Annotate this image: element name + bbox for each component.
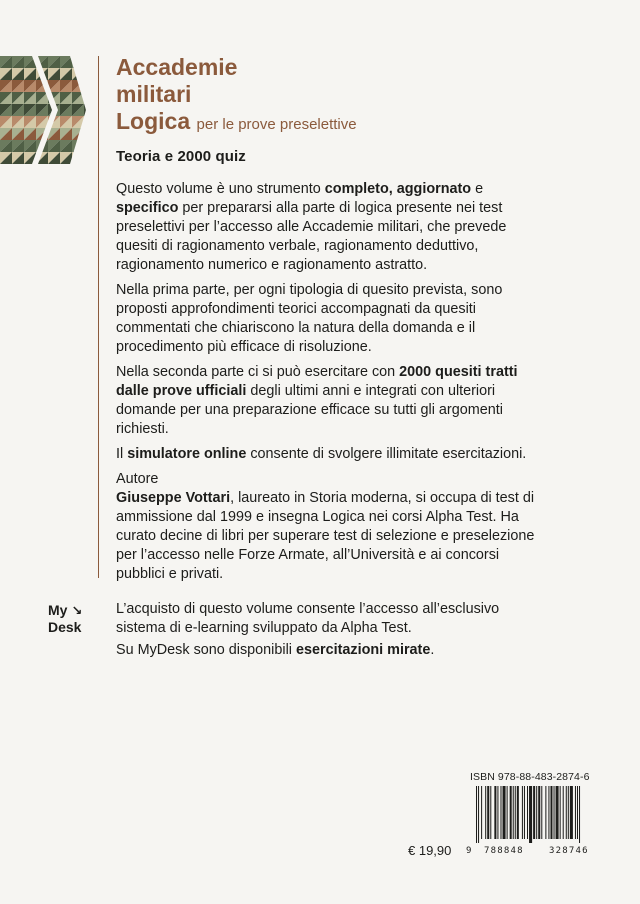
mydesk-text-1: L’acquisto di questo volume consente l’accesso all’esclusivo sistema di e-learning sviluppato da Alpha Test. (116, 601, 500, 636)
accent-divider-line (98, 56, 99, 578)
p3-text-c: degli ultimi anni e integrati con ulteriori domande per una preparazione efficace su tutti gli argomenti richiesti. (116, 383, 503, 437)
barcode-bar (548, 786, 549, 839)
barcode-bar (487, 786, 489, 839)
description-paragraph-4 (116, 445, 536, 464)
barcode-bar (517, 786, 519, 839)
description-paragraph-3 (116, 363, 536, 439)
barcode-bar (485, 786, 486, 839)
barcode-bar (497, 786, 498, 839)
author-name: Giuseppe Vottari (116, 490, 231, 506)
barcode-digits-left: 788848 (484, 846, 524, 856)
barcode-bar (481, 786, 482, 839)
barcode-bar (563, 786, 564, 839)
title-logica: Logica (116, 108, 191, 134)
barcode-bar (550, 786, 552, 839)
mydesk-text-2c: . (430, 642, 435, 658)
barcode-image (476, 786, 614, 843)
mydesk-logo-line-1 (48, 602, 82, 619)
barcode-bar (513, 786, 514, 839)
barcode-bar (566, 786, 567, 839)
price-label: € 19,90 (408, 843, 452, 858)
barcode-bar (560, 786, 561, 839)
barcode-digits-right: 328746 (549, 846, 589, 856)
barcode-bar (533, 786, 535, 839)
author-label: Autore (116, 471, 159, 487)
barcode-digit-prefix: 9 (466, 846, 473, 856)
p1-bold-d: specifico (116, 200, 179, 216)
title-suffix: per le prove preselettive (196, 116, 357, 133)
mydesk-text-2a: Su MyDesk sono disponibili (116, 642, 296, 658)
description-paragraph-2: Nella prima parte, per ogni tipologia di quesito prevista, sono proposti approfondimenti teorici accompagnati da quesiti commentati che chiariscono la natura della domanda e il procedimento più efficace di risoluzione. (116, 282, 503, 355)
barcode-bar (545, 786, 546, 839)
p4-text-a: Il (116, 446, 128, 462)
barcode-bar (524, 786, 525, 839)
p4-text-c: consente di svolgere illimitate esercitazioni. (246, 446, 527, 462)
description-body (116, 180, 536, 590)
title-line-2: militari (116, 81, 192, 107)
barcode-bar (522, 786, 523, 839)
barcode-bar (478, 786, 479, 843)
title-line-1: Accademie (116, 54, 238, 80)
barcode-bar (510, 786, 512, 839)
p1-bold-b: completo, aggiornato (324, 181, 472, 197)
barcode-bar (579, 786, 580, 843)
barcode-bar (575, 786, 576, 839)
barcode-bar (541, 786, 542, 839)
barcode-bar (490, 786, 491, 839)
p3-text-a: Nella seconda parte ci si può esercitare con (116, 364, 400, 380)
barcode-bar (577, 786, 578, 839)
barcode-bar (476, 786, 477, 843)
p1-text-e: per prepararsi alla parte di logica presente nei test preselettivi per l’accesso alle Accademie militari, che prevede quesiti di ragionamento verbale, ragionamento deduttivo, ragionamento numerico e ragionamento astratto. (116, 200, 507, 273)
book-subtitle: Teoria e 2000 quiz (116, 148, 246, 165)
barcode-bar (503, 786, 506, 839)
mydesk-text-2b: esercitazioni mirate (295, 642, 431, 658)
p4-bold-b: simulatore online (127, 446, 247, 462)
barcode-bar (529, 786, 532, 843)
barcode-bar (570, 786, 573, 839)
barcode-bar (494, 786, 496, 839)
barcode-bar (507, 786, 508, 839)
barcode-bar (536, 786, 537, 839)
p3-bold-b: 2000 quesiti tratti dalle prove ufficiali (116, 364, 518, 399)
author-bio-text: , laureato in Storia moderna, si occupa di test di ammissione dal 1999 e insegna Logica nei corsi Alpha Test. Ha curato decine di libri per superare test di selezione e preselezione per l’accesso nelle Forze Armate, all’Università e ai concorsi pubblici e privati. (116, 490, 535, 582)
book-title (116, 54, 357, 138)
mydesk-logo-my: My (48, 602, 68, 618)
p1-text-c: e (471, 181, 484, 197)
barcode-bar (556, 786, 559, 839)
mydesk-info (116, 600, 546, 663)
title-line-3 (116, 108, 357, 138)
isbn-label: ISBN 978-88-483-2874-6 (470, 771, 590, 783)
mydesk-logo (48, 602, 82, 635)
description-paragraph-1 (116, 180, 536, 275)
mydesk-logo-line-2: Desk (48, 619, 82, 635)
barcode-bar (554, 786, 555, 839)
author-bio (116, 489, 536, 584)
barcode-bar (515, 786, 516, 839)
barcode-bar (538, 786, 540, 839)
barcode-bar (500, 786, 501, 839)
mydesk-text-2 (116, 641, 546, 660)
arrow-down-right-icon: ↘ (71, 603, 83, 618)
decorative-chevron-pattern (0, 56, 86, 164)
barcode-bar (527, 786, 528, 839)
barcode-bar (568, 786, 569, 839)
p1-text-a: Questo volume è uno strumento (116, 181, 325, 197)
